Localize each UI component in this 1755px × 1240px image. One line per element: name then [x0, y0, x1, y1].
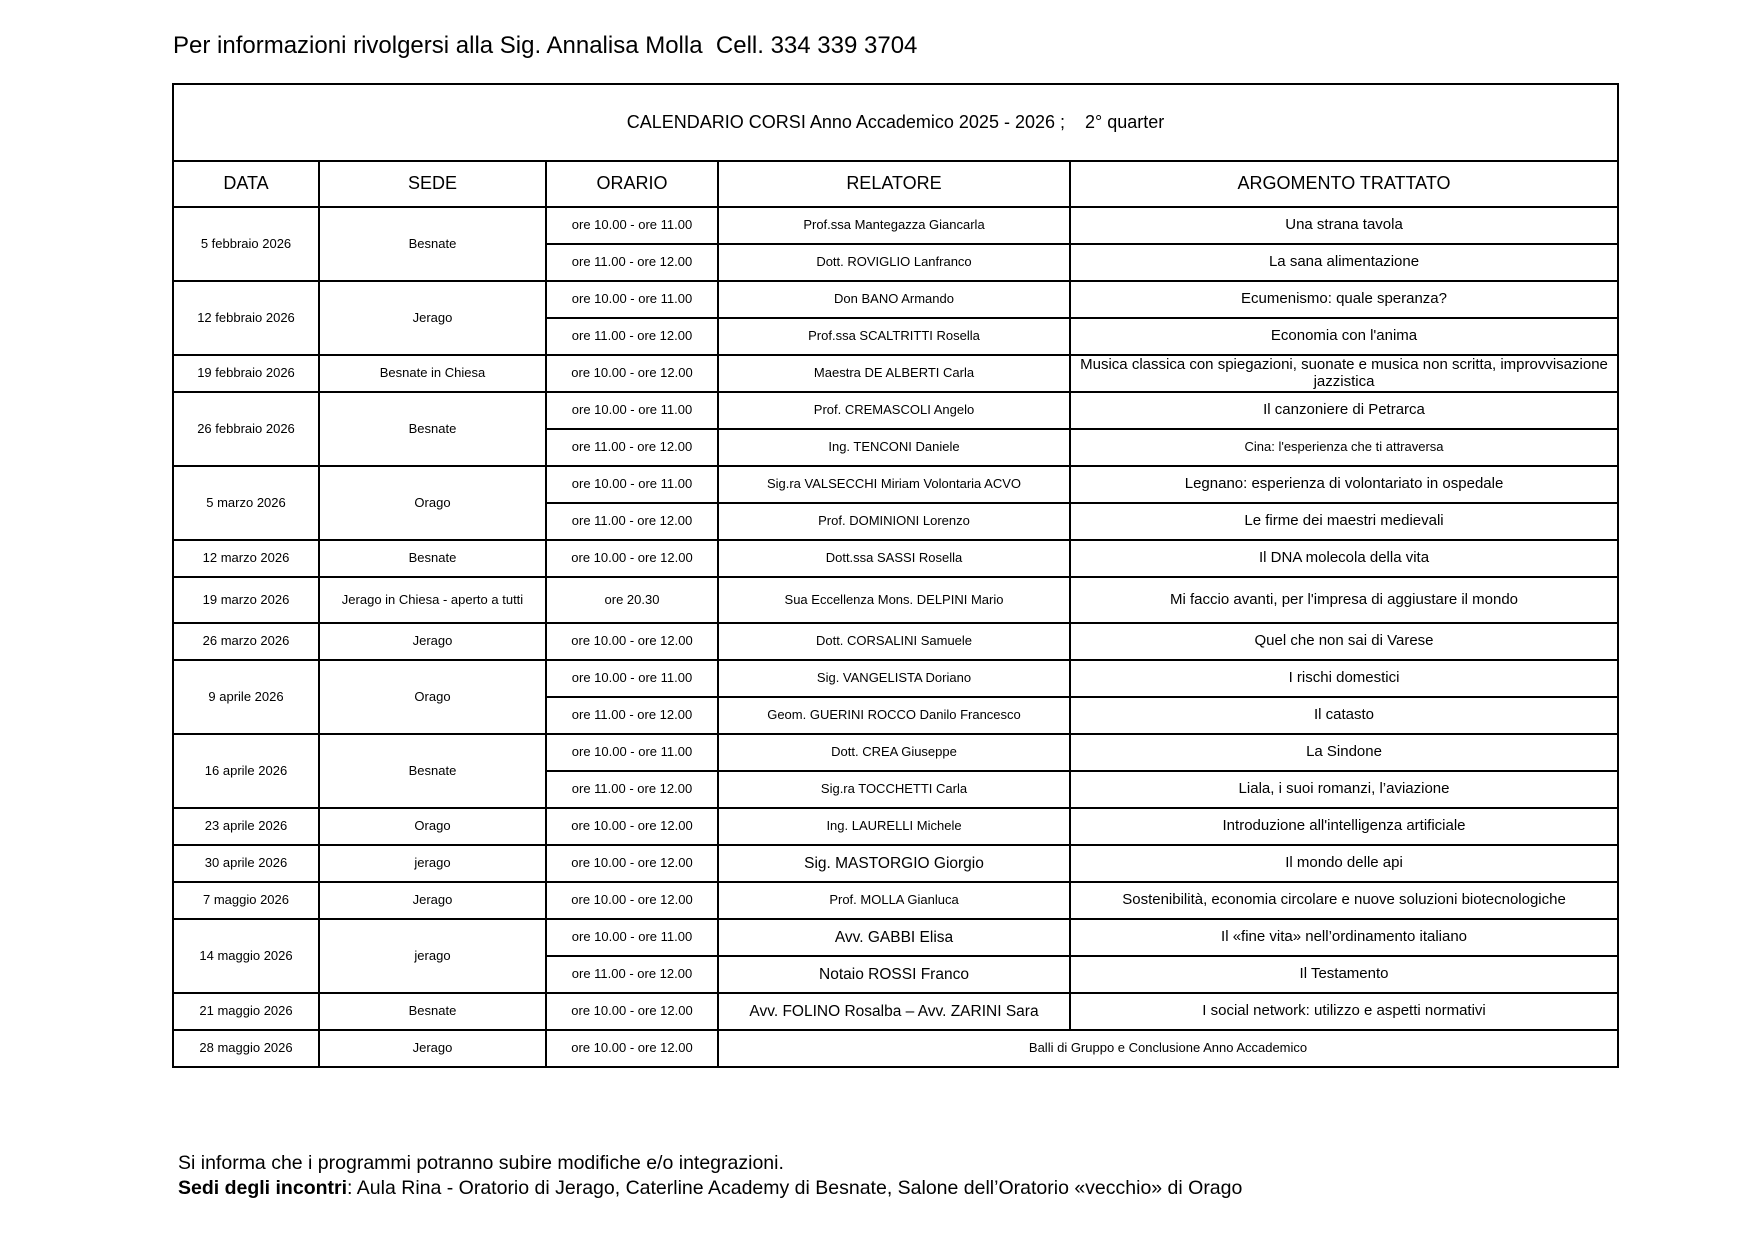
cell-time: ore 20.30 [546, 577, 718, 623]
cell-venue: Orago [319, 808, 546, 845]
cell-time: ore 11.00 - ore 12.00 [546, 697, 718, 734]
cell-date: 19 febbraio 2026 [173, 355, 319, 392]
cell-speaker: Maestra DE ALBERTI Carla [718, 355, 1070, 392]
cell-date: 28 maggio 2026 [173, 1030, 319, 1067]
cell-date: 26 febbraio 2026 [173, 392, 319, 466]
cell-date: 16 aprile 2026 [173, 734, 319, 808]
cell-speaker: Dott. CORSALINI Samuele [718, 623, 1070, 660]
cell-topic: Mi faccio avanti, per l'impresa di aggiustare il mondo [1070, 577, 1618, 623]
cell-time: ore 10.00 - ore 11.00 [546, 466, 718, 503]
cell-date: 5 marzo 2026 [173, 466, 319, 540]
cell-time: ore 10.00 - ore 11.00 [546, 207, 718, 244]
cell-speaker: Don BANO Armando [718, 281, 1070, 318]
cell-date: 12 febbraio 2026 [173, 281, 319, 355]
cell-speaker: Prof.ssa SCALTRITTI Rosella [718, 318, 1070, 355]
cell-topic: Sostenibilità, economia circolare e nuove soluzioni biotecnologiche [1070, 882, 1618, 919]
cell-date: 9 aprile 2026 [173, 660, 319, 734]
table-row [173, 466, 1618, 503]
cell-topic: Balli di Gruppo e Conclusione Anno Accademico [718, 1030, 1618, 1067]
cell-topic: Il canzoniere di Petrarca [1070, 392, 1618, 429]
column-header-orario: ORARIO [546, 161, 718, 207]
venues-label: Sedi degli incontri [178, 1177, 348, 1199]
cell-speaker: Sig.ra TOCCHETTI Carla [718, 771, 1070, 808]
cell-speaker: Sua Eccellenza Mons. DELPINI Mario [718, 577, 1070, 623]
cell-venue: Orago [319, 660, 546, 734]
cell-time: ore 10.00 - ore 11.00 [546, 281, 718, 318]
cell-topic: Introduzione all'intelligenza artificiale [1070, 808, 1618, 845]
cell-time: ore 10.00 - ore 12.00 [546, 623, 718, 660]
cell-venue: Besnate in Chiesa [319, 355, 546, 392]
cell-topic: Economia con l'anima [1070, 318, 1618, 355]
table-row [173, 845, 1618, 882]
cell-topic: Quel che non sai di Varese [1070, 623, 1618, 660]
venues-text: : Aula Rina - Oratorio di Jerago, Caterline Academy di Besnate, Salone dell’Oratorio «vecchio» di Orago [347, 1177, 1243, 1199]
cell-venue: jerago [319, 845, 546, 882]
column-header-argomento: ARGOMENTO TRATTATO [1070, 161, 1618, 207]
cell-time: ore 10.00 - ore 11.00 [546, 919, 718, 956]
cell-speaker: Sig. VANGELISTA Doriano [718, 660, 1070, 697]
cell-time: ore 10.00 - ore 12.00 [546, 845, 718, 882]
venues-line [178, 1176, 1242, 1201]
cell-topic: Ecumenismo: quale speranza? [1070, 281, 1618, 318]
cell-topic: La Sindone [1070, 734, 1618, 771]
cell-speaker: Notaio ROSSI Franco [718, 956, 1070, 993]
cell-venue: Besnate [319, 734, 546, 808]
cell-topic: Le firme dei maestri medievali [1070, 503, 1618, 540]
cell-speaker: Prof. DOMINIONI Lorenzo [718, 503, 1070, 540]
cell-time: ore 11.00 - ore 12.00 [546, 956, 718, 993]
cell-topic: Il catasto [1070, 697, 1618, 734]
cell-date: 12 marzo 2026 [173, 540, 319, 577]
cell-topic: Liala, i suoi romanzi, l’aviazione [1070, 771, 1618, 808]
table-row [173, 882, 1618, 919]
table-row [173, 355, 1618, 392]
cell-topic: La sana alimentazione [1070, 244, 1618, 281]
cell-topic: Il Testamento [1070, 956, 1618, 993]
cell-date: 19 marzo 2026 [173, 577, 319, 623]
table-row [173, 623, 1618, 660]
cell-time: ore 10.00 - ore 12.00 [546, 1030, 718, 1067]
cell-date: 21 maggio 2026 [173, 993, 319, 1030]
cell-venue: Jerago [319, 281, 546, 355]
cell-topic: Il «fine vita» nell’ordinamento italiano [1070, 919, 1618, 956]
cell-time: ore 10.00 - ore 11.00 [546, 734, 718, 771]
cell-time: ore 11.00 - ore 12.00 [546, 503, 718, 540]
table-row [173, 734, 1618, 771]
cell-topic: Una strana tavola [1070, 207, 1618, 244]
cell-time: ore 10.00 - ore 12.00 [546, 355, 718, 392]
cell-date: 26 marzo 2026 [173, 623, 319, 660]
cell-topic: Musica classica con spiegazioni, suonate e musica non scritta, improvvisazione jazzistica [1070, 355, 1618, 392]
calendar-body [173, 207, 1618, 1067]
cell-venue: Jerago [319, 623, 546, 660]
cell-date: 7 maggio 2026 [173, 882, 319, 919]
cell-speaker: Ing. LAURELLI Michele [718, 808, 1070, 845]
cell-speaker: Dott. ROVIGLIO Lanfranco [718, 244, 1070, 281]
cell-venue: Besnate [319, 207, 546, 281]
column-header-sede: SEDE [319, 161, 546, 207]
cell-time: ore 10.00 - ore 11.00 [546, 660, 718, 697]
cell-speaker: Ing. TENCONI Daniele [718, 429, 1070, 466]
cell-time: ore 11.00 - ore 12.00 [546, 429, 718, 466]
table-row [173, 577, 1618, 623]
cell-venue: Jerago [319, 882, 546, 919]
cell-venue: Besnate [319, 392, 546, 466]
cell-time: ore 10.00 - ore 12.00 [546, 540, 718, 577]
cell-date: 30 aprile 2026 [173, 845, 319, 882]
cell-speaker: Prof.ssa Mantegazza Giancarla [718, 207, 1070, 244]
table-row [173, 993, 1618, 1030]
cell-venue: jerago [319, 919, 546, 993]
table-row [173, 919, 1618, 956]
column-header-relatore: RELATORE [718, 161, 1070, 207]
cell-venue: Jerago [319, 1030, 546, 1067]
cell-topic: Il DNA molecola della vita [1070, 540, 1618, 577]
table-title: CALENDARIO CORSI Anno Accademico 2025 - 2026 ; 2° quarter [173, 84, 1618, 161]
cell-topic: Cina: l'esperienza che ti attraversa [1070, 429, 1618, 466]
cell-time: ore 11.00 - ore 12.00 [546, 771, 718, 808]
contact-info: Per informazioni rivolgersi alla Sig. Annalisa Molla Cell. 334 339 3704 [173, 32, 918, 59]
table-row [173, 808, 1618, 845]
disclaimer-note: Si informa che i programmi potranno subire modifiche e/o integrazioni. [178, 1152, 784, 1174]
cell-speaker: Dott.ssa SASSI Rosella [718, 540, 1070, 577]
cell-time: ore 11.00 - ore 12.00 [546, 318, 718, 355]
course-calendar-table [172, 83, 1619, 1068]
column-header-data: DATA [173, 161, 319, 207]
cell-date: 23 aprile 2026 [173, 808, 319, 845]
table-row [173, 281, 1618, 318]
cell-topic: I rischi domestici [1070, 660, 1618, 697]
cell-time: ore 10.00 - ore 12.00 [546, 808, 718, 845]
footer-notes [178, 1151, 1242, 1201]
cell-topic: Legnano: esperienza di volontariato in ospedale [1070, 466, 1618, 503]
table-row [173, 1030, 1618, 1067]
table-row [173, 207, 1618, 244]
cell-venue: Jerago in Chiesa - aperto a tutti [319, 577, 546, 623]
cell-venue: Besnate [319, 540, 546, 577]
table-row [173, 392, 1618, 429]
cell-speaker: Sig.ra VALSECCHI Miriam Volontaria ACVO [718, 466, 1070, 503]
table-row [173, 540, 1618, 577]
cell-time: ore 11.00 - ore 12.00 [546, 244, 718, 281]
cell-time: ore 10.00 - ore 12.00 [546, 882, 718, 919]
cell-venue: Orago [319, 466, 546, 540]
cell-time: ore 10.00 - ore 12.00 [546, 993, 718, 1030]
cell-topic: Il mondo delle api [1070, 845, 1618, 882]
column-header-row [173, 161, 1618, 207]
cell-topic: I social network: utilizzo e aspetti normativi [1070, 993, 1618, 1030]
cell-speaker: Prof. MOLLA Gianluca [718, 882, 1070, 919]
cell-speaker: Avv. GABBI Elisa [718, 919, 1070, 956]
cell-date: 5 febbraio 2026 [173, 207, 319, 281]
cell-time: ore 10.00 - ore 11.00 [546, 392, 718, 429]
cell-speaker: Dott. CREA Giuseppe [718, 734, 1070, 771]
cell-speaker: Geom. GUERINI ROCCO Danilo Francesco [718, 697, 1070, 734]
table-row [173, 660, 1618, 697]
cell-speaker: Prof. CREMASCOLI Angelo [718, 392, 1070, 429]
cell-speaker: Avv. FOLINO Rosalba – Avv. ZARINI Sara [718, 993, 1070, 1030]
cell-venue: Besnate [319, 993, 546, 1030]
cell-date: 14 maggio 2026 [173, 919, 319, 993]
cell-speaker: Sig. MASTORGIO Giorgio [718, 845, 1070, 882]
